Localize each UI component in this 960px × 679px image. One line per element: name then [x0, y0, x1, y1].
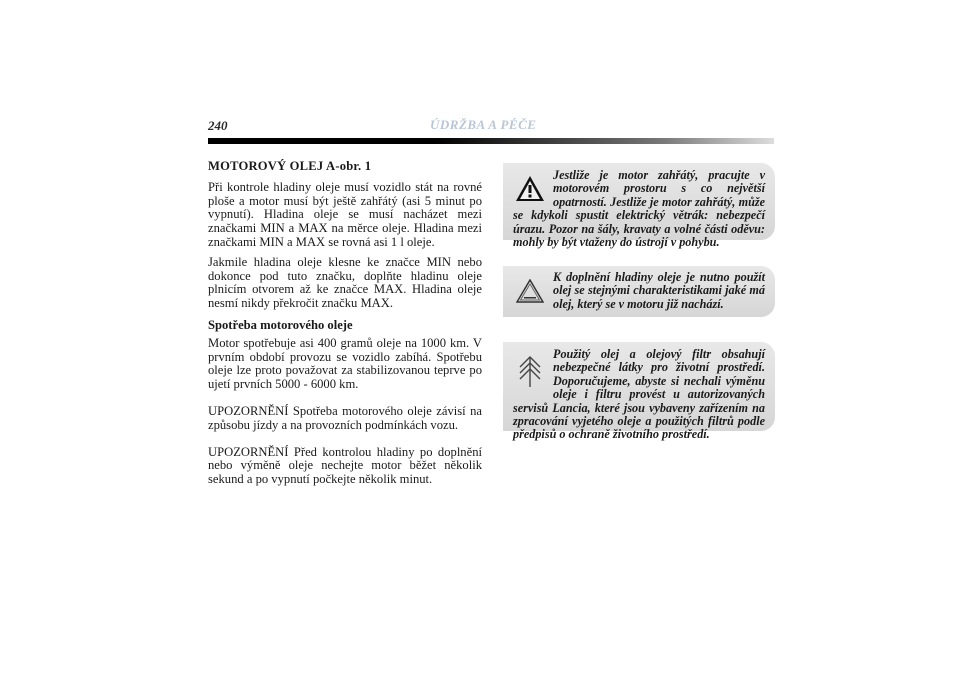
paragraph-oil-refill: Jakmile hladina oleje klesne ke značce MIN nebo dokonce pod tuto značku, doplňte hladinu oleje plnicím otvorem až ke značce MAX. Hladina oleje nesmí nikdy překročit značku MAX. [208, 254, 482, 311]
caution-text-oil-type: K doplnění hladiny oleje je nutno použít olej se stejnými charakteristikami jaké má olej, který se v motoru již nachází. [553, 270, 765, 311]
subheading-oil-consumption: Spotřeba motorového oleje [208, 317, 353, 332]
page-number: 240 [208, 118, 228, 133]
environment-text-used-oil: Použitý olej a olejový filtr obsahují nebezpečné látky pro životní prostředí. Doporučujeme, abyste si nechali výměnu oleje i filtru provést u autorizovaných servisů Lancia, které jsou vybaveny zařízením na zpracování vyjetého oleje a použitých filtrů podle předpisů o ochraně životního prostředí. [513, 347, 765, 442]
section-heading: MOTOROVÝ OLEJ A-obr. 1 [208, 159, 372, 173]
paragraph-note-check: UPOZORNĚNÍ Před kontrolou hladiny po doplnění nebo výměně oleje nechejte motor běžet několik sekund a po vypnutí počkejte několik minut. [208, 444, 482, 487]
main-text-column [208, 160, 482, 493]
warning-triangle-icon [513, 169, 547, 207]
tree-icon [513, 351, 547, 391]
chapter-title: ÚDRŽBA A PÉČE [430, 117, 537, 132]
warning-text-hot-engine: Jestliže je motor zahřátý, pracujte v motorovém prostoru s co největší opatrností. Jestliže je motor zahřátý, může se kdykoli spustit elektrický větrák: nebezpečí úrazu. Pozor na šály, kravaty a volné části oděvu: mohly by být vtaženy do ústrojí v pohybu. [513, 168, 765, 250]
environment-box-used-oil [503, 342, 775, 442]
caution-triangle-icon [513, 274, 547, 308]
warning-box-hot-engine [503, 163, 775, 250]
paragraph-note-driving: UPOZORNĚNÍ Spotřeba motorového oleje závisí na způsobu jízdy a na provozních podmínkách vozu. [208, 403, 482, 432]
header-rule [208, 138, 774, 144]
paragraph-oil-check: Při kontrole hladiny oleje musí vozidlo stát na rovné ploše a motor musí být ještě zahřátý (asi 5 minut po vypnutí). Hladina oleje se musí nacházet mezi značkami MIN a MAX na měrce oleje. Hladina mezi značkami MIN a MAX se rovná asi 1 l oleje. [208, 179, 482, 249]
paragraph-oil-consumption: Motor spotřebuje asi 400 gramů oleje na 1000 km. V prvním období provozu se vozidlo zabíhá. Spotřebu oleje lze proto považovat za stabilizovanou teprve po ujetí prvních 5000 - 6000 km. [208, 335, 482, 392]
caution-box-oil-type [503, 266, 775, 317]
